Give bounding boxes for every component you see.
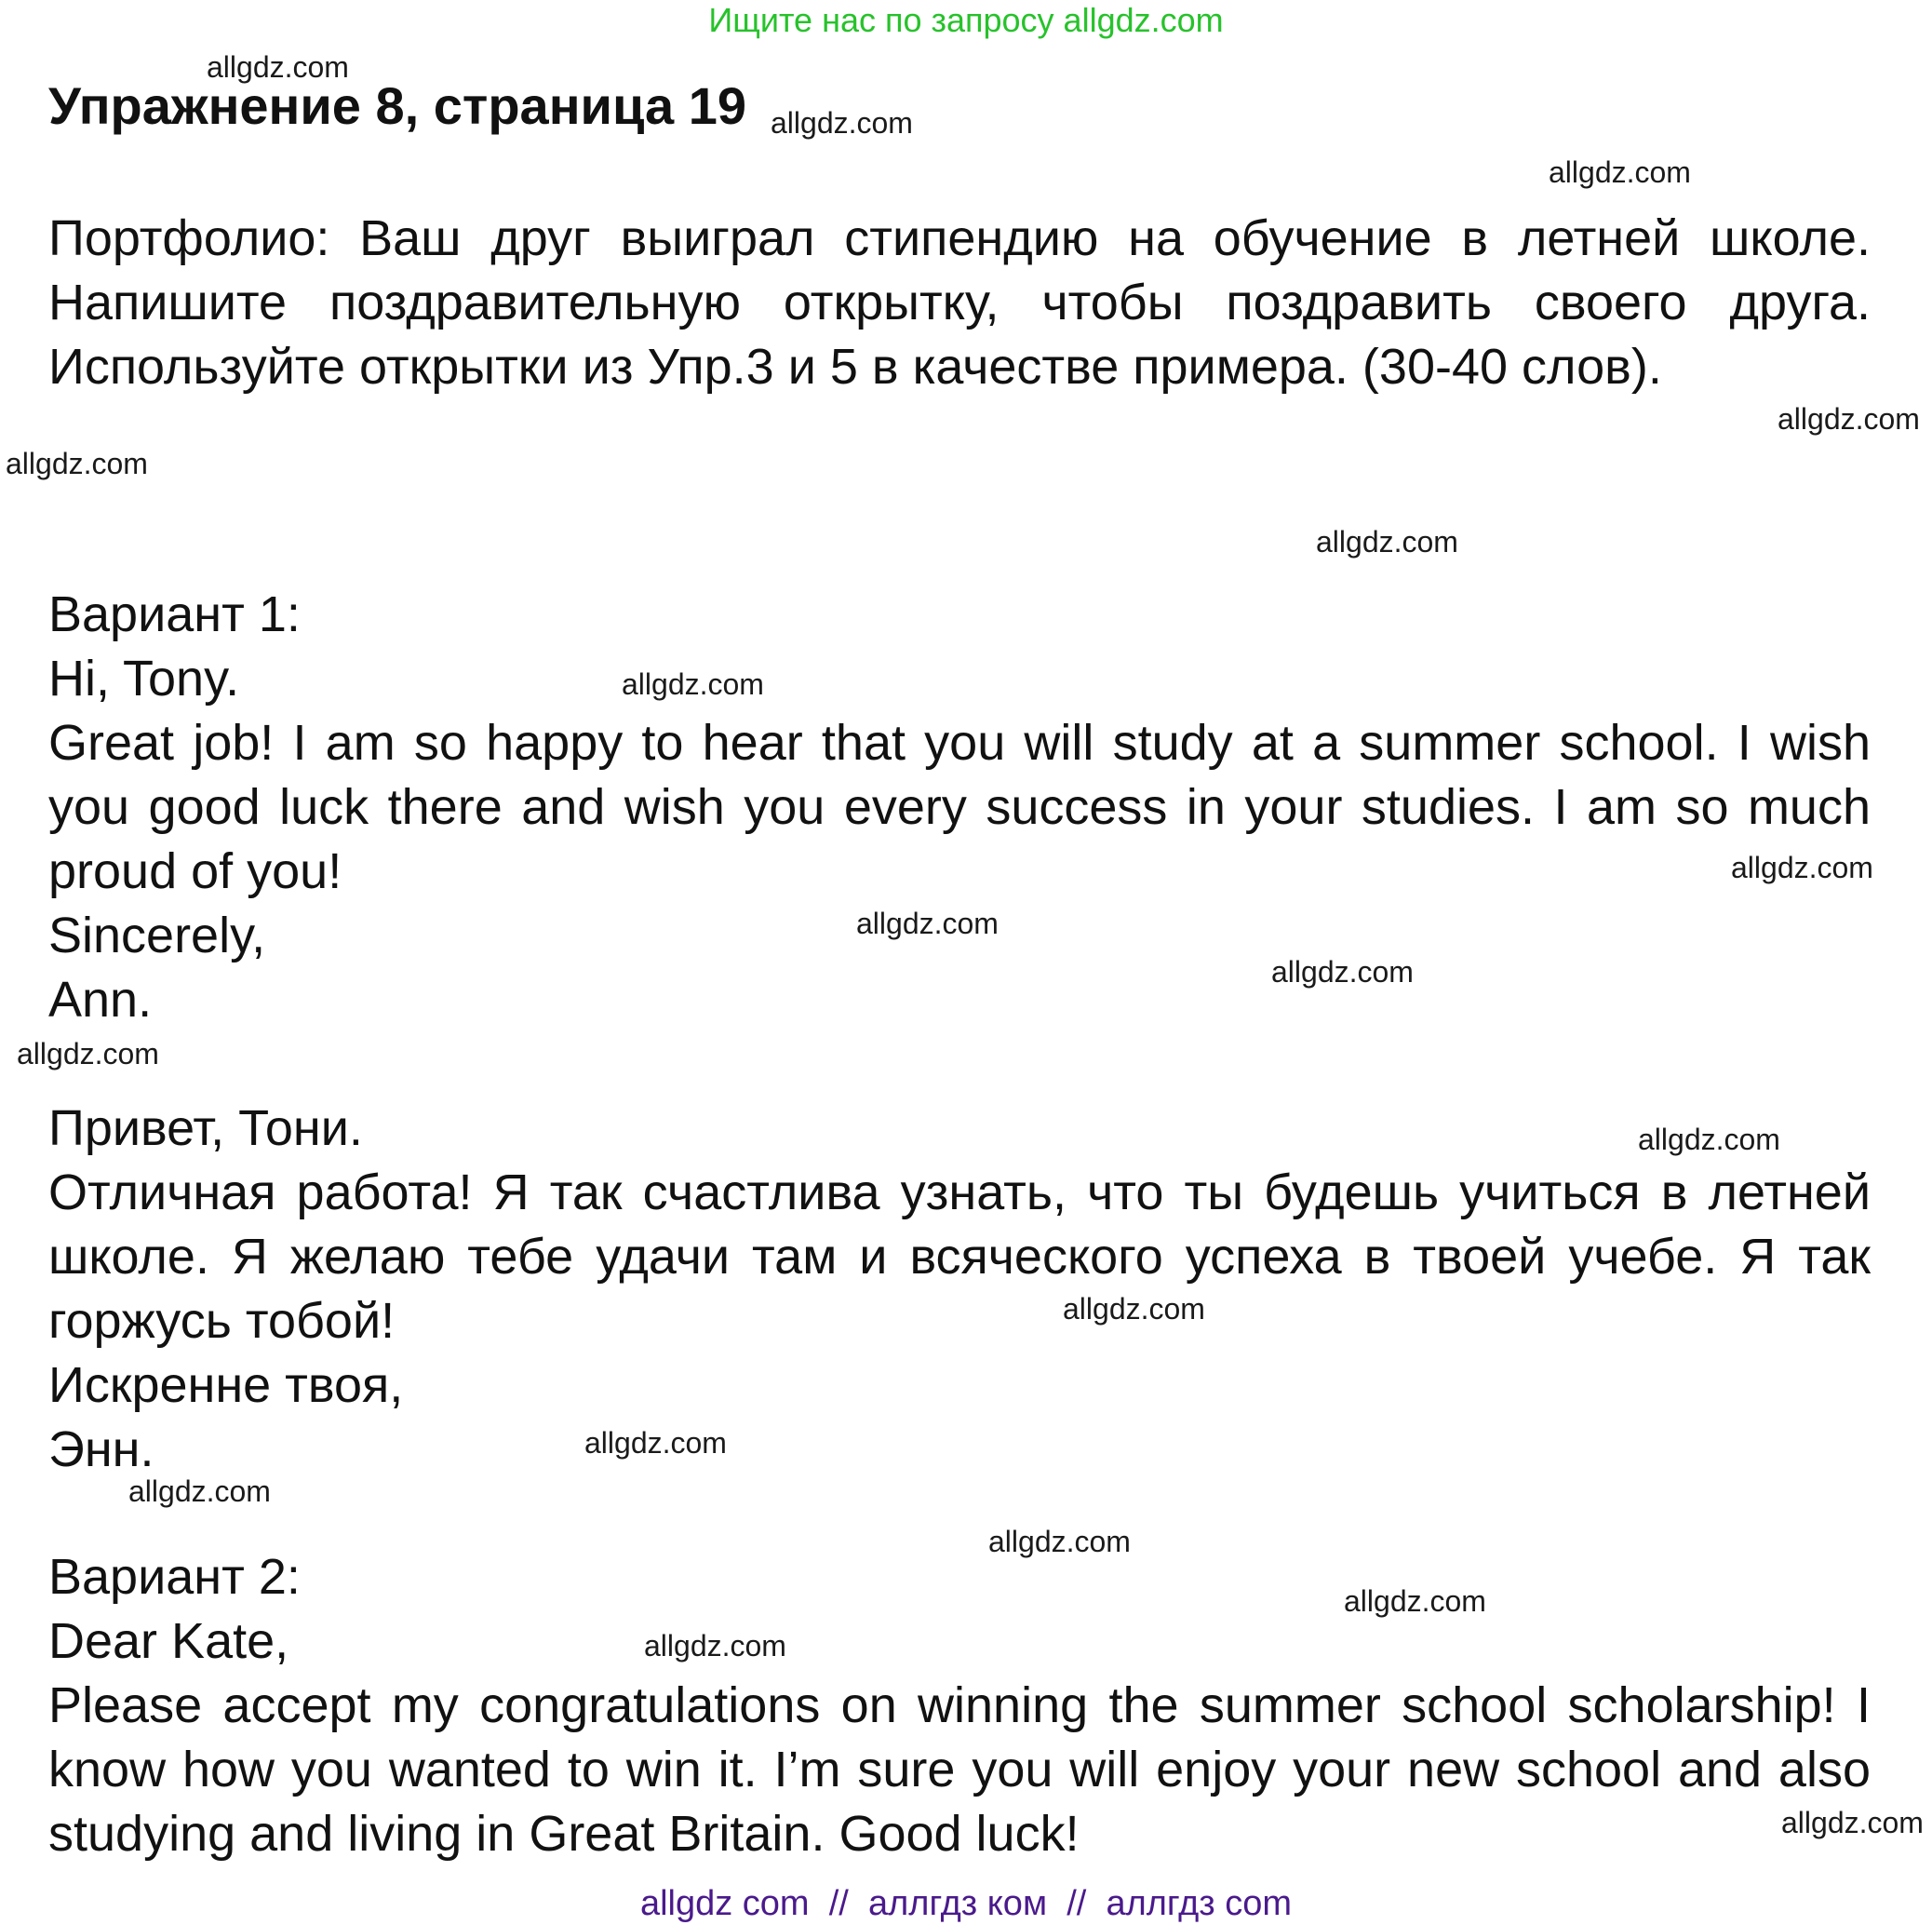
watermark: allgdz.com (17, 1037, 159, 1070)
task-text (48, 207, 1871, 399)
variant-2 (48, 1545, 1871, 1866)
footer (0, 1882, 1932, 1925)
watermark: allgdz.com (1778, 402, 1920, 436)
variant-1-closing: Sincerely, (48, 908, 266, 963)
footer-link[interactable]: allgdz com (639, 1884, 810, 1923)
watermark: allgdz.com (1063, 1292, 1205, 1326)
task-paragraph: Портфолио: Ваш друг выиграл стипендию на обучение в летней школе. Напишите поздравительную открытку, чтобы поздравить своего друга. Используйте открытки из Упр.3 и 5 в качестве примера. (30-40 слов). (48, 210, 1871, 395)
variant-1-greeting: Hi, Tony. (48, 651, 240, 707)
variant-1-body: Great job! I am so happy to hear that you will study at a summer school. I wish you good luck there and wish you every success in your studies. I am so much proud of you! (48, 715, 1871, 899)
watermark: allgdz.com (1781, 1806, 1924, 1839)
variant-1-ru-signature: Энн. (48, 1421, 154, 1477)
watermark: allgdz.com (584, 1426, 727, 1460)
footer-separator: // (1067, 1884, 1087, 1923)
variant-2-greeting: Dear Kate, (48, 1613, 289, 1669)
variant-1-ru-closing: Искренне твоя, (48, 1357, 404, 1413)
watermark: allgdz.com (644, 1629, 786, 1662)
watermark: allgdz.com (1316, 525, 1458, 559)
watermark: allgdz.com (771, 106, 913, 140)
search-banner: Ищите нас по запросу allgdz.com (708, 1, 1224, 39)
footer-link[interactable]: аллгдз ком (867, 1884, 1048, 1923)
watermark: allgdz.com (6, 447, 148, 480)
watermark: allgdz.com (1731, 851, 1873, 884)
watermark: allgdz.com (1344, 1584, 1486, 1618)
variant-2-heading: Вариант 2: (48, 1549, 301, 1605)
variant-1-ru-greeting: Привет, Тони. (48, 1100, 363, 1156)
watermark: allgdz.com (856, 907, 999, 940)
watermark: allgdz.com (622, 667, 764, 701)
variant-1-signature: Ann. (48, 972, 153, 1028)
variant-1-translation (48, 1097, 1871, 1482)
variant-1 (48, 583, 1871, 1032)
watermark: allgdz.com (988, 1525, 1131, 1558)
watermark: allgdz.com (1549, 155, 1691, 189)
watermark: allgdz.com (1271, 955, 1414, 989)
variant-1-heading: Вариант 1: (48, 586, 301, 642)
watermark: allgdz.com (128, 1474, 271, 1508)
footer-separator: // (828, 1884, 849, 1923)
variant-2-body: Please accept my congratulations on winning the summer school scholarship! I know how you wanted to win it. I’m sure you will enjoy your new school and also studying and living in Great Britain. Good luck! (48, 1677, 1871, 1862)
watermark: allgdz.com (207, 50, 349, 84)
page-title: Упражнение 8, страница 19 (48, 76, 747, 135)
footer-link[interactable]: аллгдз com (1106, 1884, 1293, 1923)
variant-1-ru-body: Отличная работа! Я так счастлива узнать, что ты будешь учиться в летней школе. Я желаю тебе удачи там и всяческого успеха в твоей учебе. Я так горжусь тобой! (48, 1164, 1871, 1349)
watermark: allgdz.com (1638, 1123, 1780, 1156)
